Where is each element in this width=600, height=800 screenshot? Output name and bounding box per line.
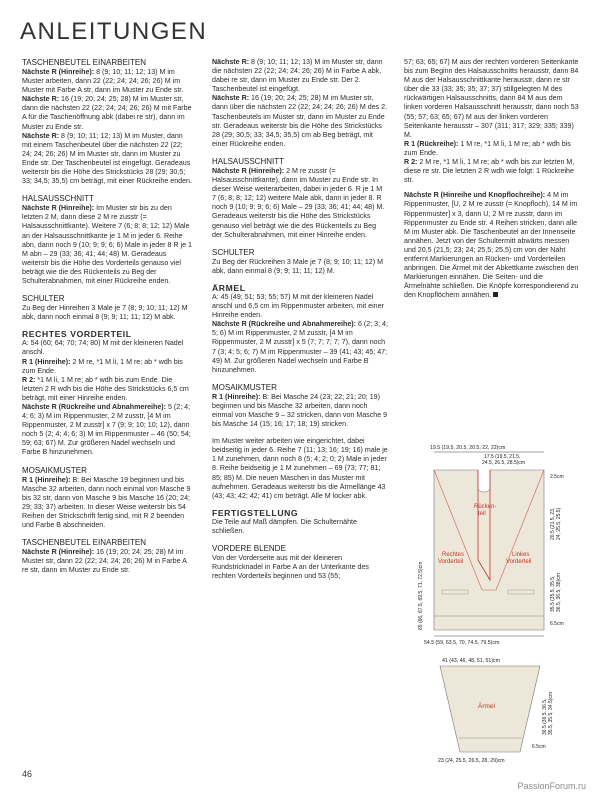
- back-label-1: Rücken-: [474, 504, 497, 510]
- paragraph: [22, 376, 194, 403]
- row-text: 2 M re, *1 M li, 1 M re; ab * wdh bis zur letzten M, diese re str. Die letzten 2 R wdh wie folgt: 1 Rückreihe str.: [404, 158, 575, 185]
- paragraph: Im Muster weiter arbeiten wie eingerichtet, dabei beidseitig in jeder 6. Reihe 7 (11; 13; 16; 19; 16) male je 1 M zunehmen, dann noch 8 (5; 4; 2; 0; 2) Male in jeder 8. Reihe beidseitig je 1 M zunehmen – 69 (73; 77; 81; 85; 85) M. Die neuen Maschen in das Muster mit aufnehmen. Geradeaus weiterstr bis die Ärmellänge 43 (43; 43; 42; 42; 41) cm beträgt. Alle M locker abk.: [212, 437, 388, 500]
- sleeve-rib-label: 6.5cm: [532, 744, 546, 750]
- column-2: [212, 58, 388, 581]
- row-label: Nächste R:: [22, 131, 60, 140]
- back-label-2: teil: [478, 511, 486, 517]
- paragraph: [212, 167, 388, 240]
- side-length-label-2: 36.5, 36.5, 38)cm: [556, 573, 562, 612]
- left-front-label-2: Vorderteil: [506, 559, 532, 565]
- end-marker-icon: [493, 292, 498, 297]
- row-text: 2 M re, *1 M li, 1 M re; ab * wdh bis zum Ende.: [22, 357, 183, 375]
- sleeve-length-label: 36.5 (36.5, 36.5,: [542, 698, 548, 735]
- paragraph: [404, 158, 580, 185]
- paragraph: [22, 403, 194, 458]
- paragraph: Von der Vorderseite aus mit der kleineren Rundstricknadel in Farbe A an der Unterkante des rechten Vorderteils beginnen und 53 (55;: [212, 554, 369, 581]
- paragraph: [22, 204, 194, 286]
- row-label: R 1 (Hinreihe):: [212, 392, 261, 401]
- side-length-label: 35.5 (35.5, 35.5,: [550, 575, 556, 612]
- row-label: Nächste R (Hinreihe):: [22, 548, 95, 557]
- row-label: Nächste R (Hinreihe und Knopflochreihe):: [404, 191, 546, 200]
- row-label: R 1 (Hinreihe):: [22, 475, 71, 484]
- row-text: 1 M re, *1 M li, 1 M re; ab * wdh bis zum Ende.: [404, 139, 571, 157]
- section-heading: MOSAIKMUSTER: [212, 382, 277, 392]
- section-heading: HALSAUSSCHNITT: [22, 194, 95, 204]
- column-1: [22, 58, 194, 575]
- sleeve-length-label-2: 35.5, 35.5, 34.5)cm: [548, 691, 554, 735]
- watermark: PassionForum.ru: [517, 781, 586, 791]
- row-label: Nächste R:: [22, 95, 60, 104]
- row-text: Im Muster str bis zu den letzten 2 M, dann diese 2 M re zusstr (= Halsausschnittkante). Weitere 7 (6; 8; 8; 12; 12) Male an der Halsausschnittkante je 1 M in jeder 6. Reihe abn, dann noch 9 (10; 9; 9; 6; 6) Male in jeder 8 R je 1 M abn – 29 (33; 36; 41; 44; 48) M. Geradeaus weiterstr bis die Höhe des Vorderteils genauso viel beträgt wie die des Rückenteils zu Beg der Schulterabnahmen, mit einer Rückreihe enden.: [22, 204, 192, 285]
- paragraph: A: 45 (49; 51; 53; 55; 57) M mit der kleineren Nadel anschl und 6,5 cm im Rippenmuster arbeiten, mit einer Hinreihe enden.: [212, 292, 384, 320]
- page-number: 46: [22, 769, 33, 779]
- paragraph: [212, 393, 388, 429]
- row-text: 16 (19; 20; 24; 25; 28) M im Muster str, dann über die nächsten 22 (22; 24; 24; 26; 26) M des 2. Taschenbeutels im Muster str, dann im Muster zu Ende str. Geradeaus weiterstr bis die Höhe des Strickstücks 28 (29; 30,5; 33; 34,5; 35,5) cm ab Beg beträgt, mit einer Rückreihe enden.: [212, 94, 388, 148]
- paragraph: [22, 548, 194, 575]
- total-length-label: 65 (66, 67.5, 69.5, 71, 72.5)cm: [418, 561, 424, 630]
- row-label: R 2:: [22, 375, 36, 384]
- paragraph: [212, 320, 388, 375]
- row-label: Nächste R (Rückreihe und Abnahmereihe):: [212, 320, 357, 329]
- row-label: R 1 (Hinreihe):: [22, 357, 71, 366]
- row-text: B: Bei Masche 19 beginnen und bis Masche 32 arbeiten, dann noch einmal von Masche 9 bis 32 str, dann von Masche 9 bis Masche 16 (20; 24; 29; 33; 37) arbeiten. In dieser Weise weiterstr bis 54 Reihen der Strickschrift fertig sind, mit R 2 beenden und Farbe B abschneiden.: [22, 475, 191, 530]
- sleeve-label: Ärmel: [478, 703, 495, 710]
- paragraph: A: 54 (60; 64; 70; 74; 80) M mit der kleineren Nadel anschl.: [22, 339, 184, 357]
- schematic-diagram: [404, 440, 584, 770]
- row-label: Nächste R (Hinreihe):: [212, 166, 285, 175]
- shoulder-width-label: 17.5 (19.5, 21.5,: [484, 454, 521, 460]
- right-front-label-2: Vorderteil: [438, 559, 464, 565]
- paragraph: Zu Beg der Rückreihen 3 Male je 7 (8; 9; 10; 11; 12) M abk, dann einmal 8 (9; 9; 11; 11; 12) M.: [212, 257, 383, 275]
- rib-height-label: 6.5cm: [550, 621, 564, 627]
- paragraph: [22, 68, 194, 95]
- left-front-label-1: Linkes: [512, 552, 530, 558]
- section-heading-bold: RECHTES VORDERTEIL: [22, 329, 132, 340]
- top-width-label: 19.5 (19.5, 20.5, 20.5, 22, 22)cm: [430, 445, 506, 451]
- row-label: R 2:: [404, 158, 418, 167]
- section-heading-bold: FERTIGSTELLUNG: [212, 507, 299, 518]
- section-heading: HALSAUSSCHNITT: [212, 156, 285, 166]
- row-label: Nächste R:: [212, 58, 250, 66]
- sleeve-top-label: 41 (43, 46, 48, 51, 51)cm: [442, 658, 500, 664]
- row-text: 8 (9; 10; 11; 12; 13) M im Muster arbeiten, dann 22 (22; 24; 24; 26; 26) M im Muster mit Farbe A str, dann im Muster zu Ende str.: [22, 68, 184, 95]
- armhole-label-2: 24, 25.5, 25.5): [556, 507, 562, 540]
- row-text: *1 M li, 1 M re; ab * wdh bis zum Ende. Die letzten 2 R wdh bis die Höhe des Strickstücks 6,5 cm beträgt, mit einer Hinreihe enden.: [22, 375, 189, 402]
- paragraph: Zu Beg der Hinreihen 3 Male je 7 (8; 9; 10; 11; 12) M abk, dann noch einmal 8 (9; 9; 11; 11; 12) M abk.: [22, 304, 188, 322]
- paragraph: [22, 132, 194, 187]
- section-heading-bold: ÄRMEL: [212, 282, 246, 293]
- section-heading: SCHULTER: [212, 247, 255, 257]
- paragraph: [22, 476, 194, 531]
- column-3: [404, 58, 580, 300]
- neck-band-label: 2.5cm: [550, 474, 564, 480]
- paragraph: [404, 140, 580, 158]
- body-shape: [434, 470, 544, 630]
- paragraph: [212, 94, 388, 149]
- row-text: 5 (2; 4; 4; 6; 3) M im Rippenmuster, 2 M zusstr, [4 M im Rippenmuster, 2 M zusstr] x 7 (9; 9; 10; 10; 12), dann noch 5 (2; 4; 4; 6; 3) M im Rippenmuster – 46 (50; 54; 59; 63; 67) M. Zur größeren Nadel wechseln und Farbe B hinzunehmen.: [22, 403, 191, 457]
- shoulder-width-label-2: 24.5, 26.5, 28.5)cm: [482, 460, 526, 466]
- paragraph: [22, 358, 194, 376]
- row-text: 16 (19; 20; 24; 25; 28) M im Muster str, dann 22 (22; 24; 24; 26; 26) M in Farbe A re str, dann im Muster zu Ende str.: [22, 548, 187, 575]
- row-label: Nächste R:: [212, 94, 250, 103]
- row-text: 16 (19; 20; 24; 25; 28) M im Muster str, dann die nächsten 22 (22; 24; 24; 26; 26) M mit Farbe A für die Taschenöffnung abk (dabei re str), dann im Muster zu Ende str.: [22, 95, 192, 131]
- right-front-label-1: Rechtes: [442, 552, 465, 558]
- armhole-label: 20.5 (21.5, 23,: [550, 507, 556, 540]
- row-text: 8 (9; 10; 11; 12; 13) M im Muster str, dann die nächsten 22 (22; 24; 24; 26; 26) M in Farbe A abk, dabei re str, dann im Muster zu Ende str. Der 2. Taschenbeutel ist eingefügt.: [212, 58, 383, 94]
- section-heading: TASCHENBEUTEL EINARBEITEN: [22, 538, 147, 548]
- row-text: 8 (9; 10; 11; 12; 13) M im Muster, dann mit einem Taschenbeutel über die nächsten 22 (22; 24; 24; 26; 26) M im Muster str, dann im Muster zu Ende str. Der Taschenbeutel ist eingefügt. Geradeaus weiterstr bis die Höhe des Strickstücks 28 (29; 30,5; 33; 34,5; 35,5) cm beträgt, mit einer Rückreihe enden.: [22, 131, 192, 186]
- paragraph: [404, 191, 580, 300]
- paragraph: [212, 58, 388, 94]
- row-text: 6 (2; 3; 4; 5; 6) M im Rippenmuster, 2 M zusstr, [4 M im Rippenmuster, 2 M zusstr] x 5 (7; 7; 7; 7; 7), dann noch 7 (3; 4; 5; 6; 7) M im Rippenmuster – 39 (41; 43; 45; 47; 49) M. Zur größeren Nadel wechseln und Farbe B hinzunehmen.: [212, 320, 388, 374]
- row-text: 2 M re zusstr (= Halsausschnittkante), dann im Muster zu Ende str. In dieser Weise weiterarbeiten, dabei in jeder 6. R je 1 M 7 (6; 8; 8; 12; 12) weitere Male abk, dann in jeder 8. R noch 9 (10; 9; 9; 6; 6) Male – 29 (33; 36; 41; 44; 48) M. Geradeaus weiterstr bis die Höhe des Strickstücks genauso viel beträgt wie die des Rückenteils zu Beg der Schulterabnahmen, mit einer Hinreihe enden.: [212, 166, 385, 239]
- paragraph: [22, 95, 194, 131]
- paragraph: 57; 63; 65; 67) M aus der rechten vorderen Seitenkante bis zum Beginn des Halsausschnitts herausstr, dann 84 M aus der Halsausschnittkante herausstr, dann re str über die 33 (33; 35; 35; 37; 37) stillgelegten M des rückwärtigen Halsausschnitts, dann 84 M aus dem linken vorderen Halsausschnitt herausstr, dann noch 53 (55; 57; 63; 65; 67) M aus der linken vorderen Seitenkante herausstr – 307 (311; 317; 329; 335; 339) M.: [404, 58, 579, 139]
- paragraph: Die Teile auf Maß dämpfen. Die Schulternähte schließen.: [212, 517, 357, 536]
- row-label: Nächste R (Hinreihe):: [22, 204, 95, 213]
- cuff-width-label: 23 (24, 25.5, 26.5, 28, 29)cm: [438, 758, 505, 764]
- section-heading: SCHULTER: [22, 294, 65, 304]
- body-width-label: 54.5 (59, 63.5, 70, 74.5, 79.5)cm: [424, 640, 500, 646]
- page-title: ANLEITUNGEN: [20, 18, 208, 45]
- section-heading: VORDERE BLENDE: [212, 544, 286, 554]
- row-label: R 1 (Rückreihe):: [404, 139, 459, 148]
- row-label: Nächste R (Rückreihe und Abnahmereihe):: [22, 403, 167, 411]
- section-heading: MOSAIKMUSTER: [22, 465, 87, 475]
- row-text: 4 M im Rippenmuster, [U, 2 M re zusstr (= Knopfloch), 14 M im Rippenmuster] x 3, dann U, 2 M re zusstr, dann im Rippenmuster zu Ende str. 4 Reihen stricken, dann alle M im Muster abk. Die Taschenbeutel an der Innenseite annähen. Jetzt von der Schultermitt abwärts messen und 20,5 (21,5; 23; 24; 25,5; 25,5) cm von der Naht entfernt Markierungen an Rücken- und Vorderteilen anbringen. Die Ärmel mit der Abkettkante zwischen den Markierungen einnähen. Die Seiten- und die Ärmelnähte schließen. Die Knöpfe korrespondierend zu den Knopflöchern annähen.: [404, 191, 579, 300]
- row-text: B: Bei Masche 24 (23; 22; 21; 20; 19) beginnen und bis Masche 32 arbeiten, dann noch einmal von Masche 9 – 32 stricken, dann von Masche 9 bis Masche 14 (15; 16; 17; 18; 19) stricken.: [212, 392, 388, 429]
- row-label: Nächste R (Hinreihe):: [22, 68, 95, 76]
- section-heading: TASCHENBEUTEL EINARBEITEN: [22, 58, 147, 67]
